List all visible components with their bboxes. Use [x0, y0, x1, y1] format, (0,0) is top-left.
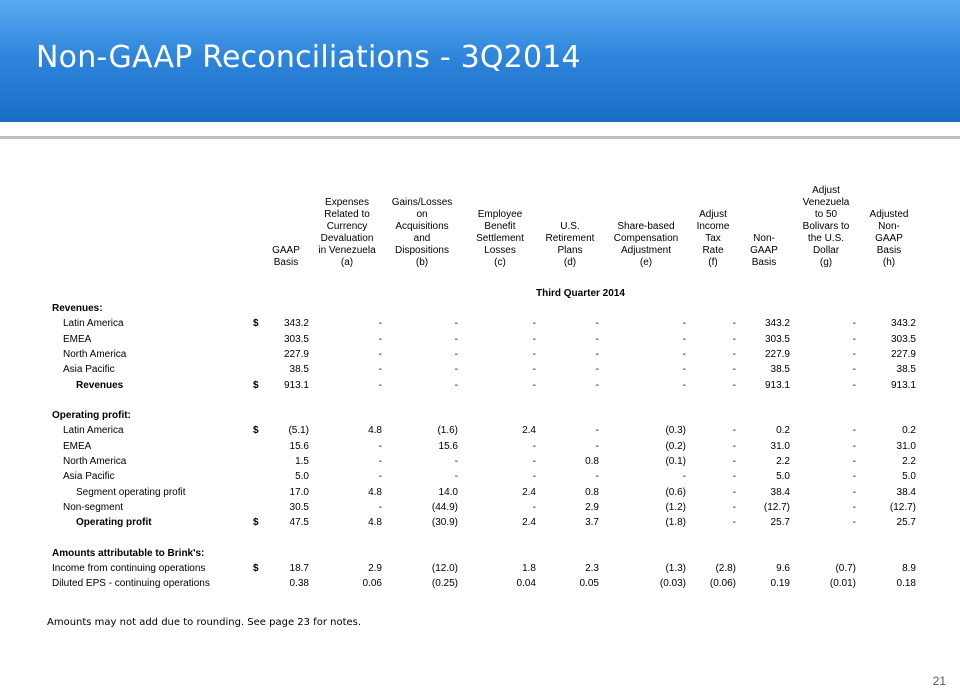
table-cell: (0.6)	[665, 486, 686, 498]
table-cell: -	[732, 486, 736, 498]
table-cell: -	[732, 333, 736, 345]
table-cell: 4.8	[368, 425, 382, 437]
table-cell: (0.3)	[665, 425, 686, 437]
table-cell: -	[595, 318, 599, 330]
table-cell: 14.0	[438, 486, 458, 498]
table-cell: (1.3)	[665, 563, 686, 575]
table-cell: 913.1	[283, 379, 309, 391]
table-cell: 18.7	[289, 563, 309, 575]
table-cell: 343.2	[890, 318, 916, 330]
column-header-line: GAAP	[750, 245, 778, 256]
column-header-line: Bolivars to	[802, 221, 850, 232]
row-label: Asia Pacific	[63, 364, 115, 376]
column-header-line: (e)	[639, 257, 653, 268]
table-cell: 38.5	[896, 364, 916, 376]
column-header-line: Non-	[753, 233, 775, 244]
table-cell: 2.2	[902, 456, 916, 467]
column-header-line: Adjust	[699, 209, 727, 220]
column-header-line: Venezuela	[802, 197, 850, 208]
column-header-line: Benefit	[484, 221, 516, 232]
table-cell: -	[732, 456, 736, 467]
row-label: Latin America	[63, 318, 124, 330]
table-cell: -	[732, 440, 736, 452]
row-label: Operating profit:	[52, 410, 131, 422]
table-cell: 17.0	[289, 486, 309, 498]
column-header-line: (h)	[882, 257, 896, 268]
table-cell: 227.9	[764, 348, 790, 360]
table-cell: -	[378, 501, 382, 513]
table-cell: (12.0)	[431, 563, 458, 575]
footnote: Amounts may not add due to rounding. See page 23 for notes.	[47, 617, 362, 628]
table-cell: (12.7)	[763, 501, 790, 513]
table-cell: -	[595, 471, 599, 483]
table-cell: 5.0	[295, 471, 309, 483]
table-cell: -	[732, 501, 736, 513]
table-cell: -	[532, 501, 536, 513]
table-cell: -	[378, 440, 382, 452]
table-cell: 913.1	[890, 379, 916, 391]
table-cell: 2.9	[368, 563, 382, 575]
currency-symbol: $	[253, 425, 259, 437]
table-cell: 38.5	[289, 364, 309, 376]
table-cell: 0.05	[579, 578, 599, 590]
column-header-line: on	[416, 209, 428, 220]
table-cell: -	[852, 333, 856, 345]
column-header-line: Gains/Losses	[391, 197, 453, 208]
table-cell: 0.2	[776, 425, 790, 437]
table-cell: -	[378, 318, 382, 330]
column-header-line: (b)	[415, 257, 429, 268]
table-cell: -	[378, 364, 382, 376]
table-cell: -	[852, 379, 856, 391]
table-cell: -	[595, 440, 599, 452]
table-cell: -	[852, 501, 856, 513]
table-cell: 2.3	[585, 563, 599, 575]
table-cell: -	[732, 318, 736, 330]
table-cell: (1.2)	[665, 501, 686, 513]
column-header-line: Non-	[878, 221, 900, 232]
table-cell: (0.03)	[659, 578, 686, 590]
column-header-line: (d)	[563, 257, 577, 268]
table-cell: -	[682, 379, 686, 391]
table-cell: 38.4	[896, 486, 916, 498]
table-cell: -	[378, 456, 382, 467]
table-cell: -	[378, 471, 382, 483]
column-header-line: Expenses	[325, 197, 369, 208]
table-cell: 38.4	[770, 486, 790, 498]
column-header-line: (a)	[340, 257, 354, 268]
slide-title: Non-GAAP Reconciliations - 3Q2014	[36, 40, 581, 75]
table-cell: -	[532, 440, 536, 452]
table-cell: 31.0	[770, 440, 790, 452]
table-cell: -	[595, 425, 599, 437]
table-cell: -	[732, 379, 736, 391]
table-cell: (0.7)	[835, 563, 856, 575]
table-cell: 31.0	[896, 440, 916, 452]
table-cell: 4.8	[368, 486, 382, 498]
table-cell: 5.0	[902, 471, 916, 483]
table-cell: -	[852, 364, 856, 376]
table-cell: -	[732, 348, 736, 360]
column-header-line: Plans	[557, 245, 583, 256]
currency-symbol: $	[253, 318, 259, 330]
table-cell: -	[454, 471, 458, 483]
table-cell: 0.04	[516, 578, 536, 590]
table-cell: -	[595, 364, 599, 376]
table-cell: 0.8	[585, 486, 599, 498]
column-header-line: in Venezuela	[318, 245, 376, 256]
table-cell: -	[595, 333, 599, 345]
table-cell: 3.7	[585, 517, 599, 529]
table-cell: 0.18	[896, 578, 916, 590]
row-label: EMEA	[63, 440, 92, 452]
row-label: Segment operating profit	[76, 486, 186, 498]
table-cell: (1.6)	[437, 425, 458, 437]
table-cell: 227.9	[890, 348, 916, 360]
table-cell: -	[378, 348, 382, 360]
table-cell: -	[454, 379, 458, 391]
currency-symbol: $	[253, 563, 259, 575]
table-cell: 30.5	[289, 501, 309, 513]
table-cell: (5.1)	[288, 425, 309, 437]
table-cell: 303.5	[764, 333, 790, 345]
row-label: Income from continuing operations	[52, 563, 206, 575]
table-cell: 343.2	[283, 318, 309, 330]
table-cell: 2.4	[522, 517, 536, 529]
table-cell: 2.2	[776, 456, 790, 467]
column-header-line: Income	[696, 221, 730, 232]
table-cell: 303.5	[283, 333, 309, 345]
table-cell: 227.9	[283, 348, 309, 360]
table-cell: 0.38	[289, 578, 309, 590]
column-header-line: Adjustment	[620, 245, 672, 256]
table-cell: -	[532, 333, 536, 345]
table-cell: -	[532, 364, 536, 376]
table-cell: -	[454, 333, 458, 345]
table-cell: 15.6	[438, 440, 458, 452]
row-label: Amounts attributable to Brink's:	[52, 547, 205, 559]
column-header-b	[377, 197, 467, 269]
table-cell: 1.8	[522, 563, 536, 575]
table-cell: 9.6	[776, 563, 790, 575]
table-cell: -	[732, 364, 736, 376]
table-cell: (0.01)	[829, 578, 856, 590]
row-label: Operating profit	[76, 517, 152, 529]
table-cell: -	[852, 517, 856, 529]
table-cell: -	[532, 456, 536, 467]
table-cell: 303.5	[890, 333, 916, 345]
table-cell: -	[532, 471, 536, 483]
table-cell: -	[682, 364, 686, 376]
column-header-line: GAAP	[272, 245, 300, 256]
column-header-line: Related to	[324, 209, 370, 220]
column-header-line: and	[413, 233, 431, 244]
currency-symbol: $	[253, 517, 259, 529]
row-label: Asia Pacific	[63, 471, 115, 483]
table-cell: (0.1)	[665, 456, 686, 467]
column-header-line: Compensation	[613, 233, 679, 244]
table-cell: -	[852, 348, 856, 360]
column-header-line: Devaluation	[320, 233, 374, 244]
table-cell: -	[852, 440, 856, 452]
row-label: North America	[63, 456, 127, 467]
column-header-line: Retirement	[545, 233, 595, 244]
table-cell: 8.9	[902, 563, 916, 575]
column-header-line: Basis	[751, 257, 777, 268]
table-cell: (12.7)	[889, 501, 916, 513]
page-number: 21	[932, 674, 946, 688]
table-cell: 0.8	[585, 456, 599, 467]
column-header-line: Losses	[484, 245, 516, 256]
table-cell: (44.9)	[431, 501, 458, 513]
row-label: Diluted EPS - continuing operations	[52, 578, 210, 590]
column-header-line: U.S.	[560, 221, 580, 232]
table-cell: -	[378, 333, 382, 345]
table-cell: (0.25)	[431, 578, 458, 590]
column-header-line: Employee	[477, 209, 523, 220]
table-cell: 0.2	[902, 425, 916, 437]
table-cell: (30.9)	[431, 517, 458, 529]
table-cell: -	[852, 425, 856, 437]
column-header-line: (g)	[819, 257, 833, 268]
column-header-line: Adjusted	[869, 209, 909, 220]
table-cell: (2.8)	[715, 563, 736, 575]
column-header-line: Acquisitions	[395, 221, 449, 232]
column-header-line: Settlement	[476, 233, 524, 244]
column-header-line: Dispositions	[395, 245, 449, 256]
column-header-line: Tax	[705, 233, 721, 244]
table-cell: -	[852, 486, 856, 498]
row-label: North America	[63, 348, 127, 360]
column-header-line: the U.S.	[807, 233, 845, 244]
row-label: EMEA	[63, 333, 92, 345]
table-cell: -	[595, 379, 599, 391]
row-label: Latin America	[63, 425, 124, 437]
column-header-line: (c)	[494, 257, 506, 268]
table-cell: 343.2	[764, 318, 790, 330]
table-cell: (0.2)	[665, 440, 686, 452]
table-cell: 2.4	[522, 425, 536, 437]
table-cell: 2.9	[585, 501, 599, 513]
table-cell: -	[732, 517, 736, 529]
table-cell: -	[852, 456, 856, 467]
table-cell: 913.1	[764, 379, 790, 391]
table-cell: (1.8)	[665, 517, 686, 529]
column-header-line: Share-based	[617, 221, 675, 232]
column-header-line: to 50	[814, 209, 838, 220]
table-cell: -	[852, 471, 856, 483]
period-label: Third Quarter 2014	[536, 288, 625, 299]
table-cell: 25.7	[770, 517, 790, 529]
table-cell: -	[732, 471, 736, 483]
table-cell: -	[454, 364, 458, 376]
row-label: Revenues	[76, 379, 124, 391]
column-header-line: Dollar	[812, 245, 840, 256]
table-cell: 5.0	[776, 471, 790, 483]
table-cell: -	[454, 456, 458, 467]
column-header-line: Rate	[702, 245, 724, 256]
row-label: Revenues:	[52, 303, 103, 314]
column-header-h	[844, 209, 934, 269]
table-cell: -	[682, 471, 686, 483]
table-cell: -	[682, 333, 686, 345]
column-header-line: GAAP	[875, 233, 903, 244]
table-cell: -	[682, 318, 686, 330]
column-header-line: Adjust	[812, 185, 840, 196]
table-cell: -	[454, 348, 458, 360]
table-cell: -	[454, 318, 458, 330]
table-cell: 0.06	[362, 578, 382, 590]
table-cell: (0.06)	[709, 578, 736, 590]
table-cell: -	[595, 348, 599, 360]
table-cell: -	[532, 348, 536, 360]
row-label: Non-segment	[63, 501, 124, 513]
currency-symbol: $	[253, 379, 259, 391]
table-cell: -	[732, 425, 736, 437]
column-header-line: Currency	[326, 221, 368, 232]
column-header-line: (f)	[708, 257, 718, 268]
table-cell: 0.19	[770, 578, 790, 590]
table-cell: -	[532, 379, 536, 391]
table-cell: 25.7	[896, 517, 916, 529]
table-cell: 1.5	[295, 456, 309, 467]
table-cell: 15.6	[289, 440, 309, 452]
table-cell: -	[682, 348, 686, 360]
table-cell: 2.4	[522, 486, 536, 498]
table-cell: -	[852, 318, 856, 330]
column-header-line: Basis	[273, 257, 299, 268]
table-cell: 4.8	[368, 517, 382, 529]
column-header-line: Basis	[876, 245, 902, 256]
table-cell: -	[532, 318, 536, 330]
table-cell: -	[378, 379, 382, 391]
table-cell: 47.5	[289, 517, 309, 529]
table-cell: 38.5	[770, 364, 790, 376]
